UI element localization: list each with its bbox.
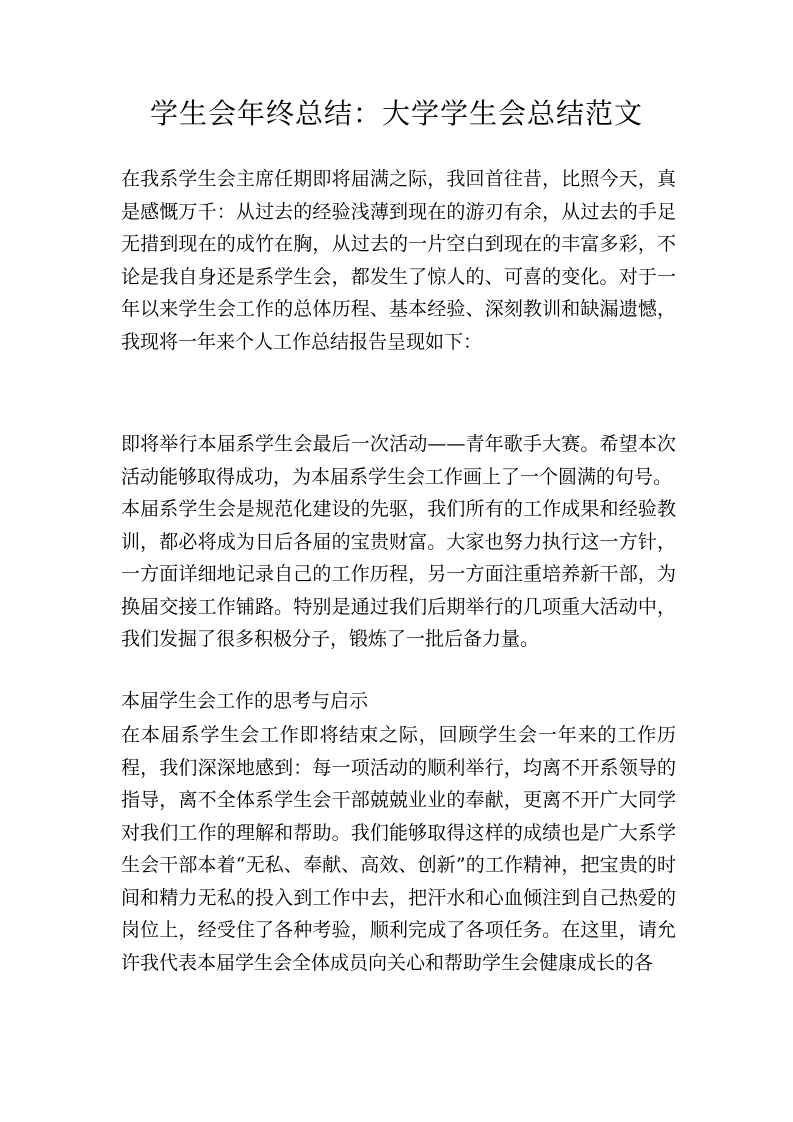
- paragraph-intro: 在我系学生会主席任期即将届满之际，我回首往昔，比照今天，真是感慨万千：从过去的经验浅薄到现在的游刃有余，从过去的手足无措到现在的成竹在胸，从过去的一片空白到现在的丰富多彩，不论是我自身还是系学生会，都发生了惊人的、可喜的变化。对于一年以来学生会工作的总体历程、基本经验、深刻教训和缺漏遗憾，我现将一年来个人工作总结报告呈现如下：: [121, 168, 676, 353]
- paragraph-standardization: 本届系学生会是规范化建设的先驱，我们所有的工作成果和经验教训，都必将成为日后各届的宝贵财富。大家也努力执行这一方针，一方面详细地记录自己的工作历程，另一方面注重培养新干部，为换届交接工作铺路。特别是通过我们后期举行的几项重大活动中，我们发掘了很多积极分子，锻炼了一批后备力量。: [121, 498, 676, 650]
- document-title: 学生会年终总结：大学学生会总结范文: [149, 97, 643, 130]
- paragraph-final-activity: 即将举行本届系学生会最后一次活动——青年歌手大赛。希望本次活动能够取得成功，为本届系学生会工作画上了一个圆满的句号。: [121, 433, 676, 488]
- section-heading-reflection: 本届学生会工作的思考与启示: [121, 690, 369, 712]
- paragraph-reflection: 在本届系学生会工作即将结束之际，回顾学生会一年来的工作历程，我们深深地感到：每一项活动的顺利举行，均离不开系领导的指导，离不全体系学生会干部兢兢业业的奉献，更离不开广大同学对我们工作的理解和帮助。我们能够取得这样的成绩也是广大系学生会干部本着“无私、奉献、高效、创新”的工作精神，把宝贵的时间和精力无私的投入到工作中去，把汗水和心血倾注到自己热爱的岗位上，经受住了各种考验，顺利完成了各项任务。在这里，请允许我代表本届学生会全体成员向关心和帮助学生会健康成长的各: [121, 724, 676, 974]
